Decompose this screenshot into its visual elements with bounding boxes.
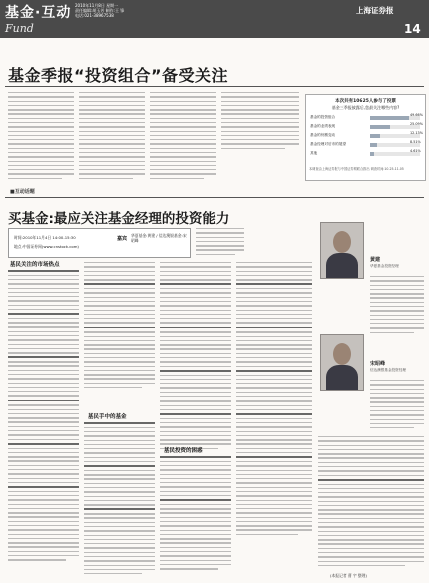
masthead [0,0,429,38]
article-column-4 [221,92,299,152]
poll-option [310,141,420,148]
poll-option-label: 基金的投资组合 [310,115,336,119]
page-headline: 基金季报“投资组合”备受关注 [8,66,229,85]
poll-footer: 本调查由上海证券报与中国证券网联合推出 调查时间:10.25-11.05 [309,167,404,171]
divider [5,86,424,87]
interview-time: 时间:2010年11月4日 14:00-15:30 [14,235,76,240]
portrait-2-name: 宋昭峰 [370,361,386,367]
body-column-2 [84,262,155,391]
portrait-2-title: 信达澳银基金投资经理 [370,368,406,372]
quote-text-2 [370,380,424,431]
poll-option [310,122,423,130]
article-column-1 [8,92,74,182]
guest-list: 华夏基金:黄建 / 信达澳银基金:宋昭峰 [131,233,187,243]
poll-option-percent: 8.51% [410,140,421,144]
poll-box [305,94,426,181]
poll-option-percent: 12.13% [410,131,423,135]
poll-bar-fill [370,143,377,147]
interview-info-box [8,228,191,258]
poll-option-percent: 49.66% [410,113,423,117]
guest-label: 嘉宾 [117,236,128,242]
body-column-1 [8,270,79,564]
poll-option-label: 基金的业绩表现 [310,124,336,128]
poll-question: 基金三季报披露后,您最关注哪些内容? [331,105,400,110]
poll-option-percent: 4.61% [410,149,421,153]
section-head: 基民投资的困惑 [164,448,203,454]
poll-option [310,113,423,121]
poll-option [310,150,420,157]
poll-bar-fill [370,125,390,129]
byline: (本报记者 曹 宇 整理) [330,573,367,578]
quote-text-1 [370,276,424,336]
section-head: 基民关注的市场热点 [10,262,60,268]
body-column-4 [236,262,312,538]
poll-bar-fill [370,152,374,156]
poll-option [310,131,423,139]
body-column-3 [160,262,231,452]
poll-bar-fill [370,134,380,138]
divider [5,197,424,198]
body-column-5 [318,436,424,569]
poll-option-label: 基金经理对后市的展望 [310,142,346,146]
portrait-1-name: 黄建 [370,257,381,263]
article-column-2 [79,92,145,182]
section-title: 基金·互动 [5,5,72,21]
poll-option-percent: 25.09% [410,122,423,126]
section-subtitle: Fund [5,22,34,35]
poll-bar-fill [370,116,409,120]
topic-kicker: ■互动话题 [10,189,35,195]
newspaper-logo: 上海证券报 [356,6,394,15]
body-column-2b [84,422,155,577]
page-number: 14 [404,22,421,36]
poll-option-label: 其他 [310,151,318,155]
poll-option-label: 基金的份额变动 [310,133,336,137]
article-column-3 [150,92,216,182]
interview-venue: 地点:中国证券网(www.cnstock.com) [14,244,79,249]
intro-text [196,228,244,258]
poll-title: 本次共有10625人参与了投票 [335,99,396,104]
body-column-3b [160,456,231,572]
dateline: 2010年11月8日 星期一 责任编辑:胡玉芳 制作:王 锋 电话:021-38967538 [75,3,125,18]
portrait-photo-1 [320,222,364,279]
section-head: 基民手中的基金 [88,414,127,420]
article-headline: 买基金:最应关注基金经理的投资能力 [8,211,230,227]
portrait-photo-2 [320,334,364,391]
portrait-1-title: 华夏基金投资经理 [370,264,399,268]
